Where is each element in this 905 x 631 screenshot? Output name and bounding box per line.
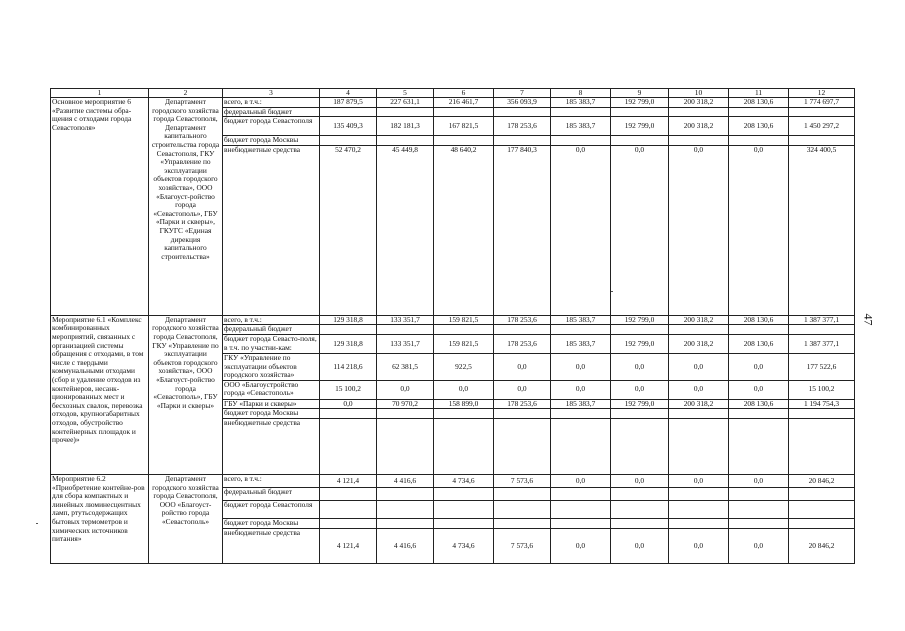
amount-cell: 129 318,8 — [320, 334, 377, 353]
amount-cell — [611, 500, 669, 518]
amount-cell — [377, 325, 434, 335]
funding-source: бюджет города Москвы — [223, 518, 320, 528]
amount-cell — [729, 136, 789, 146]
funding-source: федеральный бюджет — [223, 487, 320, 500]
amount-cell: 45 449,8 — [377, 145, 434, 315]
amount-cell — [551, 107, 611, 117]
column-number: 11 — [729, 89, 789, 98]
amount-cell: 4 416,6 — [377, 528, 434, 563]
amount-cell: 0,0 — [729, 528, 789, 563]
amount-cell — [434, 500, 494, 518]
column-number: 8 — [551, 89, 611, 98]
amount-cell — [789, 409, 855, 419]
amount-cell — [434, 136, 494, 146]
amount-cell: 158 899,0 — [434, 399, 494, 409]
amount-cell — [729, 518, 789, 528]
amount-cell: 208 130,6 — [729, 315, 789, 325]
amount-cell: 0,0 — [551, 474, 611, 487]
amount-cell: 356 093,9 — [494, 98, 551, 108]
amount-cell: 192 799,0 — [611, 399, 669, 409]
amount-cell — [551, 518, 611, 528]
amount-cell: 0,0 — [669, 474, 729, 487]
amount-cell — [434, 518, 494, 528]
scan-speck — [36, 523, 38, 524]
amount-cell — [551, 418, 611, 474]
amount-cell: 0,0 — [611, 380, 669, 399]
amount-cell: 0,0 — [611, 145, 669, 315]
amount-cell — [377, 518, 434, 528]
amount-cell — [320, 518, 377, 528]
amount-cell — [494, 500, 551, 518]
amount-cell: 159 821,5 — [434, 315, 494, 325]
amount-cell — [729, 325, 789, 335]
amount-cell — [729, 409, 789, 419]
amount-cell — [729, 107, 789, 117]
funding-source: федеральный бюджет — [223, 107, 320, 117]
amount-cell — [729, 418, 789, 474]
column-number: 12 — [789, 89, 855, 98]
amount-cell: 167 821,5 — [434, 117, 494, 136]
amount-cell — [434, 107, 494, 117]
amount-cell: 1 387 377,1 — [789, 315, 855, 325]
amount-cell: 216 461,7 — [434, 98, 494, 108]
amount-cell: 208 130,6 — [729, 117, 789, 136]
amount-cell: 324 400,5 — [789, 145, 855, 315]
amount-cell — [669, 487, 729, 500]
table-row — [51, 474, 855, 487]
amount-cell — [669, 325, 729, 335]
amount-cell: 52 470,2 — [320, 145, 377, 315]
amount-cell: 0,0 — [320, 399, 377, 409]
amount-cell — [669, 107, 729, 117]
amount-cell: 0,0 — [611, 528, 669, 563]
amount-cell: 133 351,7 — [377, 315, 434, 325]
column-number: 5 — [377, 89, 434, 98]
amount-cell — [611, 518, 669, 528]
amount-cell: 0,0 — [494, 380, 551, 399]
column-number: 4 — [320, 89, 377, 98]
funding-source: всего, в т.ч.: — [223, 474, 320, 487]
amount-cell: 192 799,0 — [611, 98, 669, 108]
amount-cell: 200 318,2 — [669, 334, 729, 353]
amount-cell: 200 318,2 — [669, 315, 729, 325]
executor-name: Департамент городского хозяйства города Севастополя, ООО «Благоуст-ройство города «Севастополь» — [149, 474, 223, 563]
amount-cell: 178 253,6 — [494, 334, 551, 353]
amount-cell: 185 383,7 — [551, 334, 611, 353]
amount-cell — [434, 409, 494, 419]
amount-cell: 1 194 754,3 — [789, 399, 855, 409]
amount-cell: 178 253,6 — [494, 117, 551, 136]
amount-cell: 192 799,0 — [611, 334, 669, 353]
page-number: 47 — [861, 313, 876, 326]
executor-name: Департамент городского хозяйства города Севастополя, ГКУ «Управление по эксплуатации объектов городского хозяйства», ООО «Благоуст-ройство города «Севастополь», ГБУ «Парки и скверы» — [149, 315, 223, 474]
amount-cell: 922,5 — [434, 353, 494, 380]
amount-cell: 177 840,3 — [494, 145, 551, 315]
amount-cell: 1 450 297,2 — [789, 117, 855, 136]
amount-cell — [789, 325, 855, 335]
amount-cell: 114 218,6 — [320, 353, 377, 380]
amount-cell: 48 640,2 — [434, 145, 494, 315]
amount-cell: 4 416,6 — [377, 474, 434, 487]
funding-source: бюджет города Севастополя — [223, 117, 320, 136]
amount-cell — [611, 107, 669, 117]
amount-cell — [669, 500, 729, 518]
amount-cell: 185 383,7 — [551, 117, 611, 136]
table-row — [51, 98, 855, 108]
column-number: 9 — [611, 89, 669, 98]
amount-cell — [494, 325, 551, 335]
funding-source: всего, в т.ч.: — [223, 315, 320, 325]
amount-cell — [377, 500, 434, 518]
amount-cell: 192 799,0 — [611, 315, 669, 325]
amount-cell — [669, 518, 729, 528]
funding-source: ГКУ «Управление по эксплуатации объектов городского хозяйства» — [223, 353, 320, 380]
amount-cell: 7 573,6 — [494, 528, 551, 563]
funding-source: бюджет города Москвы — [223, 409, 320, 419]
amount-cell — [551, 487, 611, 500]
funding-source: всего, в т.ч.: — [223, 98, 320, 108]
amount-cell — [551, 325, 611, 335]
funding-source: внебюджетные средства — [223, 145, 320, 315]
amount-cell: 200 318,2 — [669, 98, 729, 108]
amount-cell: 129 318,8 — [320, 315, 377, 325]
amount-cell: 185 383,7 — [551, 315, 611, 325]
amount-cell: 182 181,3 — [377, 117, 434, 136]
amount-cell — [377, 136, 434, 146]
amount-cell — [611, 418, 669, 474]
amount-cell: 0,0 — [669, 145, 729, 315]
budget-table — [50, 88, 855, 564]
amount-cell — [320, 418, 377, 474]
funding-source: внебюджетные средства — [223, 528, 320, 563]
funding-source: бюджет города Севасто-поля, в т.ч. по участни-кам: — [223, 334, 320, 353]
amount-cell — [551, 136, 611, 146]
amount-cell — [320, 409, 377, 419]
amount-cell: 15 100,2 — [789, 380, 855, 399]
funding-source: бюджет города Севастополя — [223, 500, 320, 518]
amount-cell: 4 121,4 — [320, 528, 377, 563]
amount-cell: 0,0 — [611, 353, 669, 380]
amount-cell — [434, 487, 494, 500]
amount-cell: 200 318,2 — [669, 399, 729, 409]
amount-cell — [494, 409, 551, 419]
amount-cell — [789, 500, 855, 518]
amount-cell: 0,0 — [729, 474, 789, 487]
amount-cell — [669, 409, 729, 419]
amount-cell: 187 879,5 — [320, 98, 377, 108]
amount-cell: 177 522,6 — [789, 353, 855, 380]
executor-name: Департамент городского хозяйства города Севастополя, Департамент капитального строительства города Севастополя, ГКУ «Управление по эксплуатации объектов городского хозяйства», ООО «Благоуст-ройство города «Севастополь», ГБУ «Парки и скверы», ГКУГС «Единая дирекция капитального строительства» — [149, 98, 223, 316]
amount-cell: 0,0 — [669, 528, 729, 563]
amount-cell — [377, 487, 434, 500]
amount-cell: 0,0 — [434, 380, 494, 399]
amount-cell: 208 130,6 — [729, 399, 789, 409]
amount-cell — [434, 418, 494, 474]
column-number: 6 — [434, 89, 494, 98]
amount-cell: 159 821,5 — [434, 334, 494, 353]
amount-cell — [669, 136, 729, 146]
column-number: 3 — [223, 89, 320, 98]
amount-cell: 192 799,0 — [611, 117, 669, 136]
amount-cell — [789, 136, 855, 146]
column-number: 1 — [51, 89, 149, 98]
amount-cell — [789, 107, 855, 117]
funding-source: бюджет города Москвы — [223, 136, 320, 146]
amount-cell — [320, 487, 377, 500]
funding-source: ГБУ «Парки и скверы» — [223, 399, 320, 409]
amount-cell — [494, 487, 551, 500]
amount-cell — [320, 136, 377, 146]
amount-cell — [789, 487, 855, 500]
amount-cell: 0,0 — [551, 528, 611, 563]
amount-cell: 0,0 — [729, 353, 789, 380]
amount-cell: 178 253,6 — [494, 399, 551, 409]
amount-cell: 178 253,6 — [494, 315, 551, 325]
amount-cell — [729, 487, 789, 500]
amount-cell — [669, 418, 729, 474]
amount-cell: 0,0 — [729, 380, 789, 399]
column-number: 2 — [149, 89, 223, 98]
amount-cell — [320, 107, 377, 117]
amount-cell: 62 381,5 — [377, 353, 434, 380]
amount-cell — [377, 409, 434, 419]
amount-cell: 1 387 377,1 — [789, 334, 855, 353]
amount-cell: 133 351,7 — [377, 334, 434, 353]
amount-cell — [377, 107, 434, 117]
amount-cell: 7 573,6 — [494, 474, 551, 487]
amount-cell — [320, 500, 377, 518]
column-number: 10 — [669, 89, 729, 98]
amount-cell: 0,0 — [669, 353, 729, 380]
amount-cell: 0,0 — [551, 145, 611, 315]
amount-cell — [729, 500, 789, 518]
measure-name: Мероприятие 6.2 «Приобретение контейне-ров для сбора компактных и линейных люминесцентных ламп, ртутьсодержащих бытовых термометров и химических источников питания» — [51, 474, 149, 563]
funding-source: федеральный бюджет — [223, 325, 320, 335]
amount-cell — [611, 487, 669, 500]
amount-cell: 0,0 — [729, 145, 789, 315]
amount-cell — [494, 107, 551, 117]
column-number: 7 — [494, 89, 551, 98]
amount-cell: 15 100,2 — [320, 380, 377, 399]
amount-cell: 70 970,2 — [377, 399, 434, 409]
amount-cell: 0,0 — [551, 353, 611, 380]
amount-cell: 0,0 — [551, 380, 611, 399]
amount-cell: 4 734,6 — [434, 528, 494, 563]
amount-cell — [611, 409, 669, 419]
funding-source: внебюджетные средства — [223, 418, 320, 474]
amount-cell — [434, 325, 494, 335]
amount-cell — [551, 409, 611, 419]
amount-cell — [377, 418, 434, 474]
amount-cell: 20 846,2 — [789, 474, 855, 487]
measure-name: Основное мероприятие 6 «Развитие системы обра-щения с отходами города Севастополя» — [51, 98, 149, 316]
amount-cell — [789, 418, 855, 474]
amount-cell: 227 631,1 — [377, 98, 434, 108]
amount-cell — [789, 518, 855, 528]
amount-cell: 200 318,2 — [669, 117, 729, 136]
amount-cell: 4 734,6 — [434, 474, 494, 487]
column-number-row — [51, 89, 855, 98]
amount-cell: 1 774 697,7 — [789, 98, 855, 108]
amount-cell: 0,0 — [611, 474, 669, 487]
amount-cell — [611, 136, 669, 146]
amount-cell: 185 383,7 — [551, 98, 611, 108]
amount-cell: 208 130,6 — [729, 334, 789, 353]
amount-cell: 0,0 — [669, 380, 729, 399]
amount-cell — [494, 518, 551, 528]
amount-cell: 4 121,4 — [320, 474, 377, 487]
amount-cell: 0,0 — [377, 380, 434, 399]
amount-cell: 185 383,7 — [551, 399, 611, 409]
amount-cell: 20 846,2 — [789, 528, 855, 563]
amount-cell — [320, 325, 377, 335]
amount-cell — [494, 418, 551, 474]
amount-cell — [611, 325, 669, 335]
scan-speck — [611, 291, 613, 292]
amount-cell: 208 130,6 — [729, 98, 789, 108]
table-row — [51, 315, 855, 325]
measure-name: Мероприятие 6.1 «Комплекс комбинированных мероприятий, связанных с организацией системы обращения с отходами, в том числе с твердыми коммунальными отходами (сбор и удаление отходов из контейнеров, несанк-ционированных мест и бесхозных свалок, перевозка отходов, крупногабаритных отходов, обустройство контейнерных площадок и прочее)» — [51, 315, 149, 474]
amount-cell — [494, 136, 551, 146]
amount-cell — [551, 500, 611, 518]
funding-source: ООО «Благоустройство города «Севастополь» — [223, 380, 320, 399]
amount-cell: 0,0 — [494, 353, 551, 380]
amount-cell: 135 409,3 — [320, 117, 377, 136]
